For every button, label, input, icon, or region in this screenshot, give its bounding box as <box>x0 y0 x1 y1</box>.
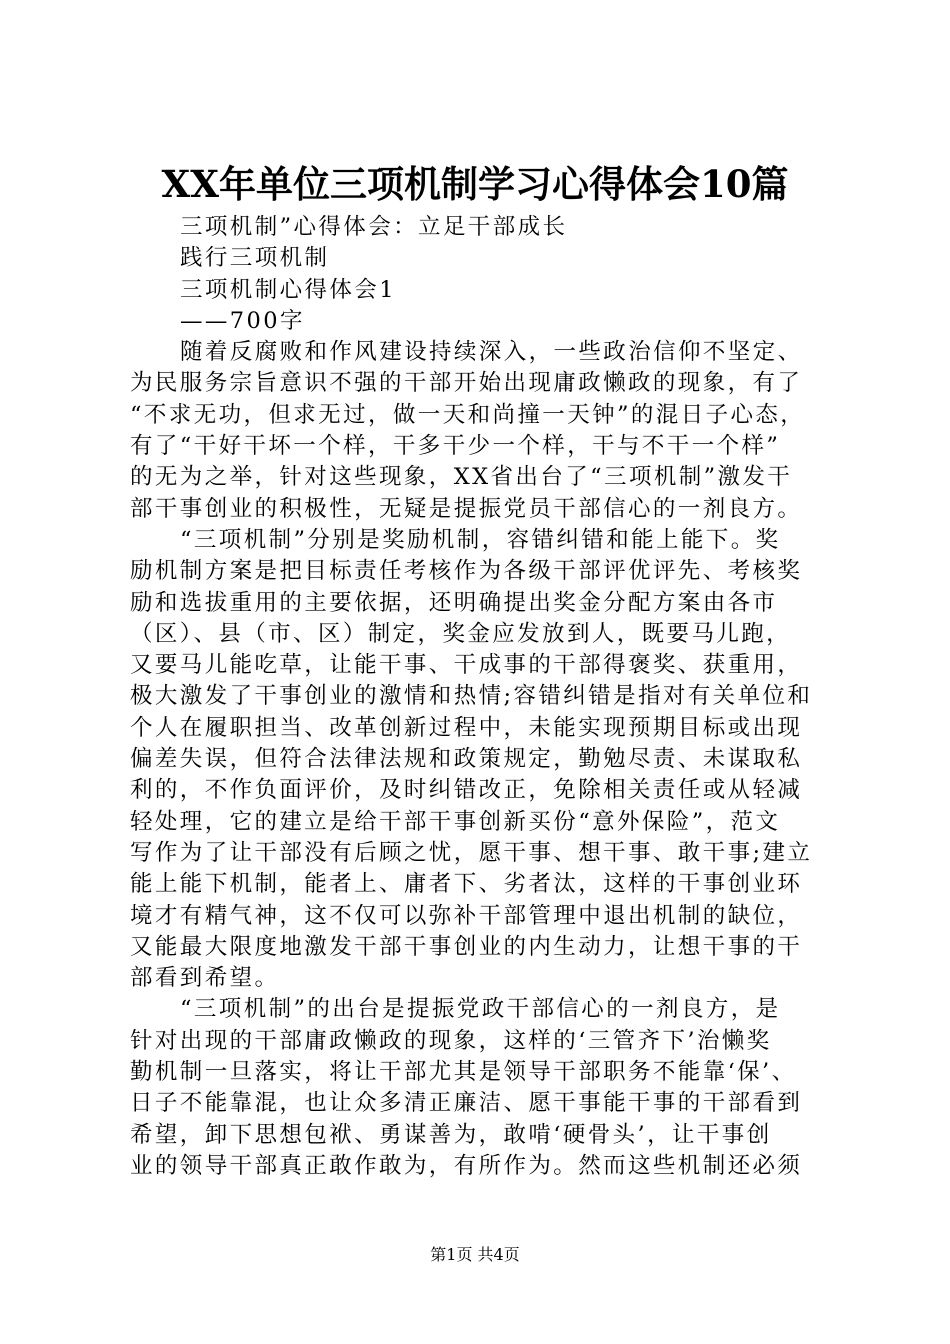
text-line: 随着反腐败和作风建设持续深入，一些政治信仰不坚定、 <box>180 339 803 366</box>
text-line: 极大激发了干事创业的激情和热情;容错纠错是指对有关单位和 <box>130 683 813 710</box>
text-line: 轻处理，它的建立是给干部干事创新买份“意外保险”，范文 <box>130 808 781 835</box>
text-line: 又要马儿能吃草，让能干事、干成事的干部得褒奖、获重用， <box>130 652 803 679</box>
text-line: 践行三项机制 <box>180 245 330 272</box>
text-line: 有了“干好干坏一个样，干多干少一个样，干与不干一个样” <box>130 433 781 460</box>
text-line: 针对出现的干部庸政懒政的现象，这样的‘三管齐下’治懒奖 <box>130 1027 772 1054</box>
document-body <box>130 212 830 1182</box>
text-line: 部看到希望。 <box>130 965 280 992</box>
text-line: 业的领导干部真正敢作敢为，有所作为。然而这些机制还必须 <box>130 1152 803 1179</box>
text-line: （区）、县（市、区）制定，奖金应发放到人，既要马儿跑， <box>130 620 792 647</box>
text-line: 部干事创业的积极性，无疑是提振党员干部信心的一剂良方。 <box>130 495 803 522</box>
text-line: “三项机制”的出台是提振党政干部信心的一剂良方，是 <box>180 996 781 1023</box>
page-footer: 第1页 共4页 <box>430 1245 520 1264</box>
text-line: 三项机制心得体会1 <box>180 276 396 303</box>
text-line: 偏差失误，但符合法律法规和政策规定，勤勉尽责、未谋取私 <box>130 746 803 773</box>
text-line: 的无为之举，针对这些现象，XX省出台了“三项机制”激发干 <box>130 464 793 491</box>
text-line: 利的，不作负面评价，及时纠错改正，免除相关责任或从轻减 <box>130 777 803 804</box>
text-line: 勤机制一旦落实，将让干部尤其是领导干部职务不能靠‘保’、 <box>130 1059 797 1086</box>
text-line: 又能最大限度地激发干部干事创业的内生动力，让想干事的干 <box>130 933 803 960</box>
text-line: 励和选拔重用的主要依据，还明确提出奖金分配方案由各市 <box>130 589 778 616</box>
document-title: XX年单位三项机制学习心得体会10篇 <box>161 162 789 206</box>
text-line: 励机制方案是把目标责任考核作为各级干部评优评先、考核奖 <box>130 558 803 585</box>
text-line: 三项机制”心得体会：立足干部成长 <box>180 214 568 240</box>
text-line: 个人在履职担当、改革创新过程中，未能实现预期目标或出现 <box>130 714 803 741</box>
text-line: 境才有精气神，这不仅可以弥补干部管理中退出机制的缺位， <box>130 902 803 929</box>
text-line: 日子不能靠混，也让众多清正廉洁、愿干事能干事的干部看到 <box>130 1090 803 1117</box>
text-line: 能上能下机制，能者上、庸者下、劣者汰，这样的干事创业环 <box>130 871 803 898</box>
text-line: 为民服务宗旨意识不强的干部开始出现庸政懒政的现象，有了 <box>130 370 803 397</box>
text-line: 写作为了让干部没有后顾之忧，愿干事、想干事、敢干事;建立 <box>130 839 813 866</box>
text-line: “三项机制”分别是奖励机制，容错纠错和能上能下。奖 <box>180 526 781 553</box>
text-line: ——700字 <box>180 307 305 334</box>
text-line: “不求无功，但求无过，做一天和尚撞一天钟”的混日子心态， <box>130 401 806 428</box>
text-line: 希望，卸下思想包袱、勇谋善为，敢啃‘硬骨头’，让干事创 <box>130 1121 772 1148</box>
